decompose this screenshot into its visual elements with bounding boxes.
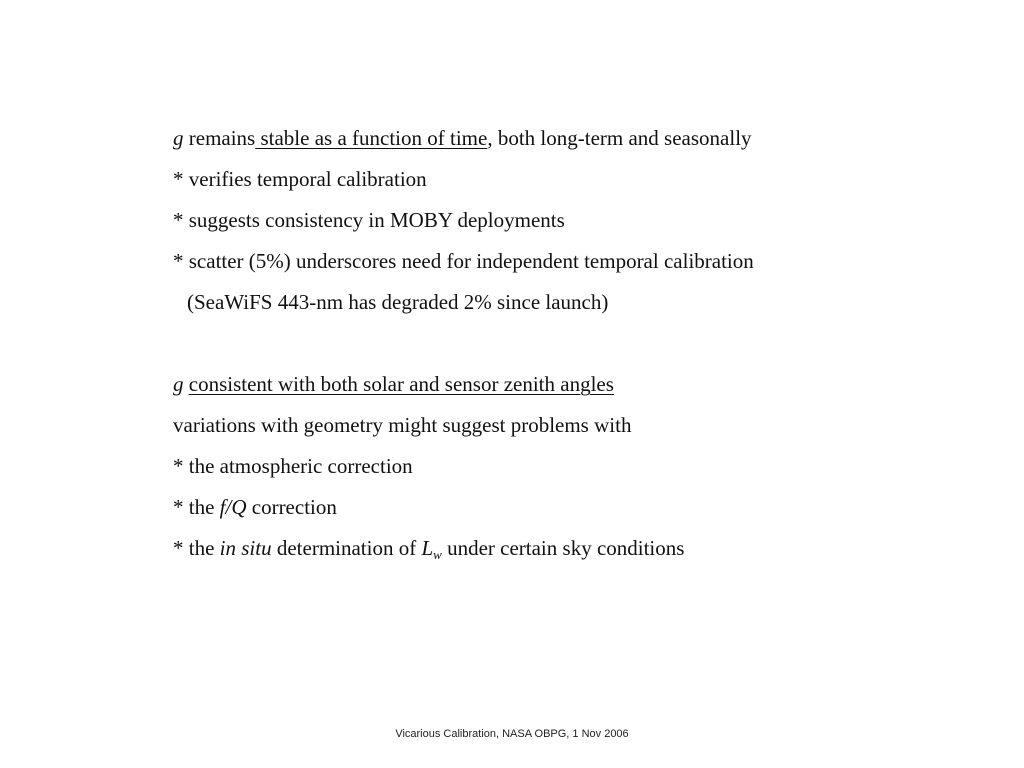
bullet-fq-correction — [173, 487, 993, 528]
bullet-prefix: * the — [173, 495, 220, 519]
bullet-middle: determination of — [271, 536, 422, 560]
heading-zenith-consistency — [173, 364, 993, 405]
bullet-atmospheric-correction: * the atmospheric correction — [173, 454, 413, 478]
slide-body — [173, 118, 993, 569]
bullet-temporal-calibration: * verifies temporal calibration — [173, 167, 427, 191]
heading-underlined-phrase: consistent with both solar and sensor zenith angles — [188, 372, 614, 396]
heading-verb: remains — [183, 126, 256, 150]
geometry-intro: variations with geometry might suggest problems with — [173, 413, 632, 437]
bullet-in-situ-determination — [173, 528, 993, 569]
heading-temporal-stability — [173, 118, 993, 159]
slide-footer: Vicarious Calibration, NASA OBPG, 1 Nov 2006 — [395, 728, 629, 740]
bullet-scatter-continuation: (SeaWiFS 443-nm has degraded 2% since launch) — [187, 290, 609, 314]
g-symbol: g — [173, 126, 184, 150]
g-symbol: g — [173, 372, 184, 396]
fq-term: f/Q — [219, 495, 247, 519]
bullet-suffix: under certain sky conditions — [441, 536, 685, 560]
bullet-scatter: * scatter (5%) underscores need for independent temporal calibration — [173, 249, 754, 273]
lw-symbol-base: L — [421, 536, 434, 560]
bullet-suffix: correction — [246, 495, 337, 519]
heading-underlined-phrase: stable as a function of time — [255, 126, 488, 150]
in-situ-term: in situ — [219, 536, 272, 560]
section-spacer — [173, 323, 993, 364]
bullet-prefix: * the — [173, 536, 220, 560]
heading-rest: , both long-term and seasonally — [487, 126, 752, 150]
bullet-moby-consistency: * suggests consistency in MOBY deployments — [173, 208, 565, 232]
lw-subscript: w — [433, 547, 442, 562]
lw-symbol — [421, 536, 441, 560]
